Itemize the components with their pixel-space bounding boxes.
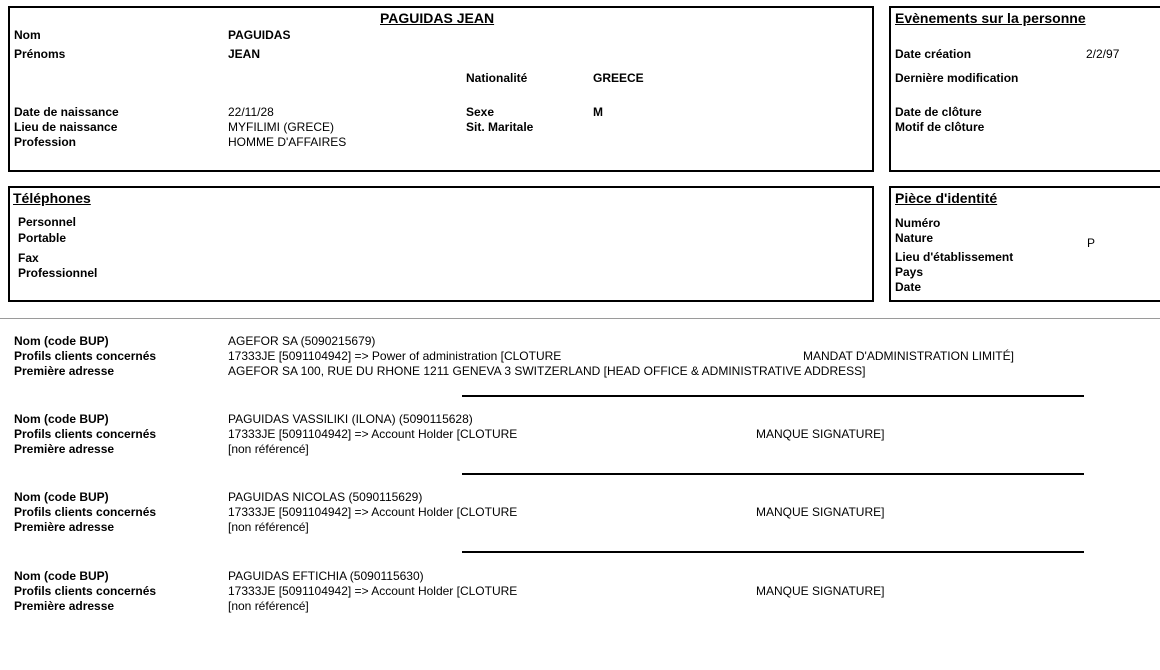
events-title: Evènements sur la personne bbox=[895, 10, 1086, 26]
date-creation-label: Date création bbox=[895, 47, 972, 61]
identity-nature-value: P bbox=[1087, 236, 1096, 250]
date-naissance-value: 22/11/28 bbox=[228, 105, 274, 119]
relation-nom-value: AGEFOR SA (5090215679) bbox=[228, 334, 376, 348]
relation-adresse-label: Première adresse bbox=[14, 599, 115, 613]
events-box bbox=[889, 6, 1160, 172]
date-creation-value: 2/2/97 bbox=[1086, 47, 1120, 61]
sexe-value: M bbox=[593, 105, 603, 119]
prenoms-value: JEAN bbox=[228, 47, 261, 61]
identity-pays-label: Pays bbox=[895, 265, 924, 279]
telephone-professionnel-label: Professionnel bbox=[18, 266, 98, 280]
relation-profil-value: 17333JE [5091104942] => Account Holder [CLOTURE bbox=[228, 505, 518, 519]
nom-label: Nom bbox=[14, 28, 41, 42]
sit-maritale-label: Sit. Maritale bbox=[466, 120, 534, 134]
relation-nom-label: Nom (code BUP) bbox=[14, 490, 109, 504]
telephone-fax-label: Fax bbox=[18, 251, 39, 265]
identity-nature-label: Nature bbox=[895, 231, 934, 245]
relation-labels bbox=[14, 490, 156, 535]
telephones-box bbox=[8, 186, 874, 302]
relation-profil-value: 17333JE [5091104942] => Account Holder [CLOTURE bbox=[228, 427, 518, 441]
relation-profil-suffix: MANQUE SIGNATURE] bbox=[756, 584, 885, 598]
telephone-personnel-label: Personnel bbox=[18, 215, 77, 229]
relation-profil-suffix: MANQUE SIGNATURE] bbox=[756, 505, 885, 519]
date-naissance-label: Date de naissance bbox=[14, 105, 119, 119]
relation-labels bbox=[14, 569, 156, 614]
relation-adresse-value: [non référencé] bbox=[228, 442, 309, 456]
relation-profil-value: 17333JE [5091104942] => Power of administration [CLOTURE bbox=[228, 349, 562, 363]
identity-numero-label: Numéro bbox=[895, 216, 941, 230]
relation-adresse-label: Première adresse bbox=[14, 442, 115, 456]
date-cloture-label: Date de clôture bbox=[895, 105, 982, 119]
identity-lieu-label: Lieu d'établissement bbox=[895, 250, 1014, 264]
relation-adresse-label: Première adresse bbox=[14, 364, 115, 378]
nationalite-value: GREECE bbox=[593, 71, 644, 85]
relation-separator bbox=[462, 395, 1084, 397]
person-box bbox=[8, 6, 874, 172]
relation-adresse-label: Première adresse bbox=[14, 520, 115, 534]
relation-adresse-value: [non référencé] bbox=[228, 599, 309, 613]
relation-values bbox=[228, 490, 517, 535]
relation-profils-label: Profils clients concernés bbox=[14, 505, 157, 519]
relation-nom-label: Nom (code BUP) bbox=[14, 569, 109, 583]
relation-values bbox=[228, 334, 865, 379]
relation-nom-label: Nom (code BUP) bbox=[14, 334, 109, 348]
identity-title: Pièce d'identité bbox=[895, 190, 998, 206]
relation-labels bbox=[14, 412, 156, 457]
relation-profil-suffix: MANDAT D'ADMINISTRATION LIMITÉ] bbox=[803, 349, 1014, 363]
relation-nom-value: PAGUIDAS VASSILIKI (ILONA) (5090115628) bbox=[228, 412, 473, 426]
identity-date-label: Date bbox=[895, 280, 922, 294]
relation-profil-value: 17333JE [5091104942] => Account Holder [CLOTURE bbox=[228, 584, 518, 598]
derniere-modification-label: Dernière modification bbox=[895, 71, 1019, 85]
sexe-label: Sexe bbox=[466, 105, 495, 119]
relation-separator bbox=[462, 551, 1084, 553]
profession-value: HOMME D'AFFAIRES bbox=[228, 135, 347, 149]
relation-values bbox=[228, 569, 517, 614]
profession-label: Profession bbox=[14, 135, 77, 149]
relation-nom-label: Nom (code BUP) bbox=[14, 412, 109, 426]
lieu-naissance-label: Lieu de naissance bbox=[14, 120, 118, 134]
prenoms-label: Prénoms bbox=[14, 47, 66, 61]
relation-nom-value: PAGUIDAS EFTICHIA (5090115630) bbox=[228, 569, 424, 583]
telephones-title: Téléphones bbox=[13, 190, 91, 206]
relation-separator bbox=[462, 473, 1084, 475]
relation-adresse-value: [non référencé] bbox=[228, 520, 309, 534]
person-header: PAGUIDAS JEAN bbox=[380, 10, 495, 26]
relation-labels bbox=[14, 334, 156, 379]
telephone-portable-label: Portable bbox=[18, 231, 67, 245]
motif-cloture-label: Motif de clôture bbox=[895, 120, 985, 134]
lieu-naissance-value: MYFILIMI (GRECE) bbox=[228, 120, 335, 134]
relation-profils-label: Profils clients concernés bbox=[14, 584, 157, 598]
relation-values bbox=[228, 412, 517, 457]
nom-value: PAGUIDAS bbox=[228, 28, 291, 42]
nationalite-label: Nationalité bbox=[466, 71, 528, 85]
relation-profils-label: Profils clients concernés bbox=[14, 349, 157, 363]
relation-adresse-value: AGEFOR SA 100, RUE DU RHONE 1211 GENEVA 3 SWITZERLAND [HEAD OFFICE & ADMINISTRATIVE ADDRESS] bbox=[228, 364, 866, 378]
relation-profils-label: Profils clients concernés bbox=[14, 427, 157, 441]
section-divider bbox=[0, 318, 1160, 319]
relation-nom-value: PAGUIDAS NICOLAS (5090115629) bbox=[228, 490, 423, 504]
relation-profil-suffix: MANQUE SIGNATURE] bbox=[756, 427, 885, 441]
